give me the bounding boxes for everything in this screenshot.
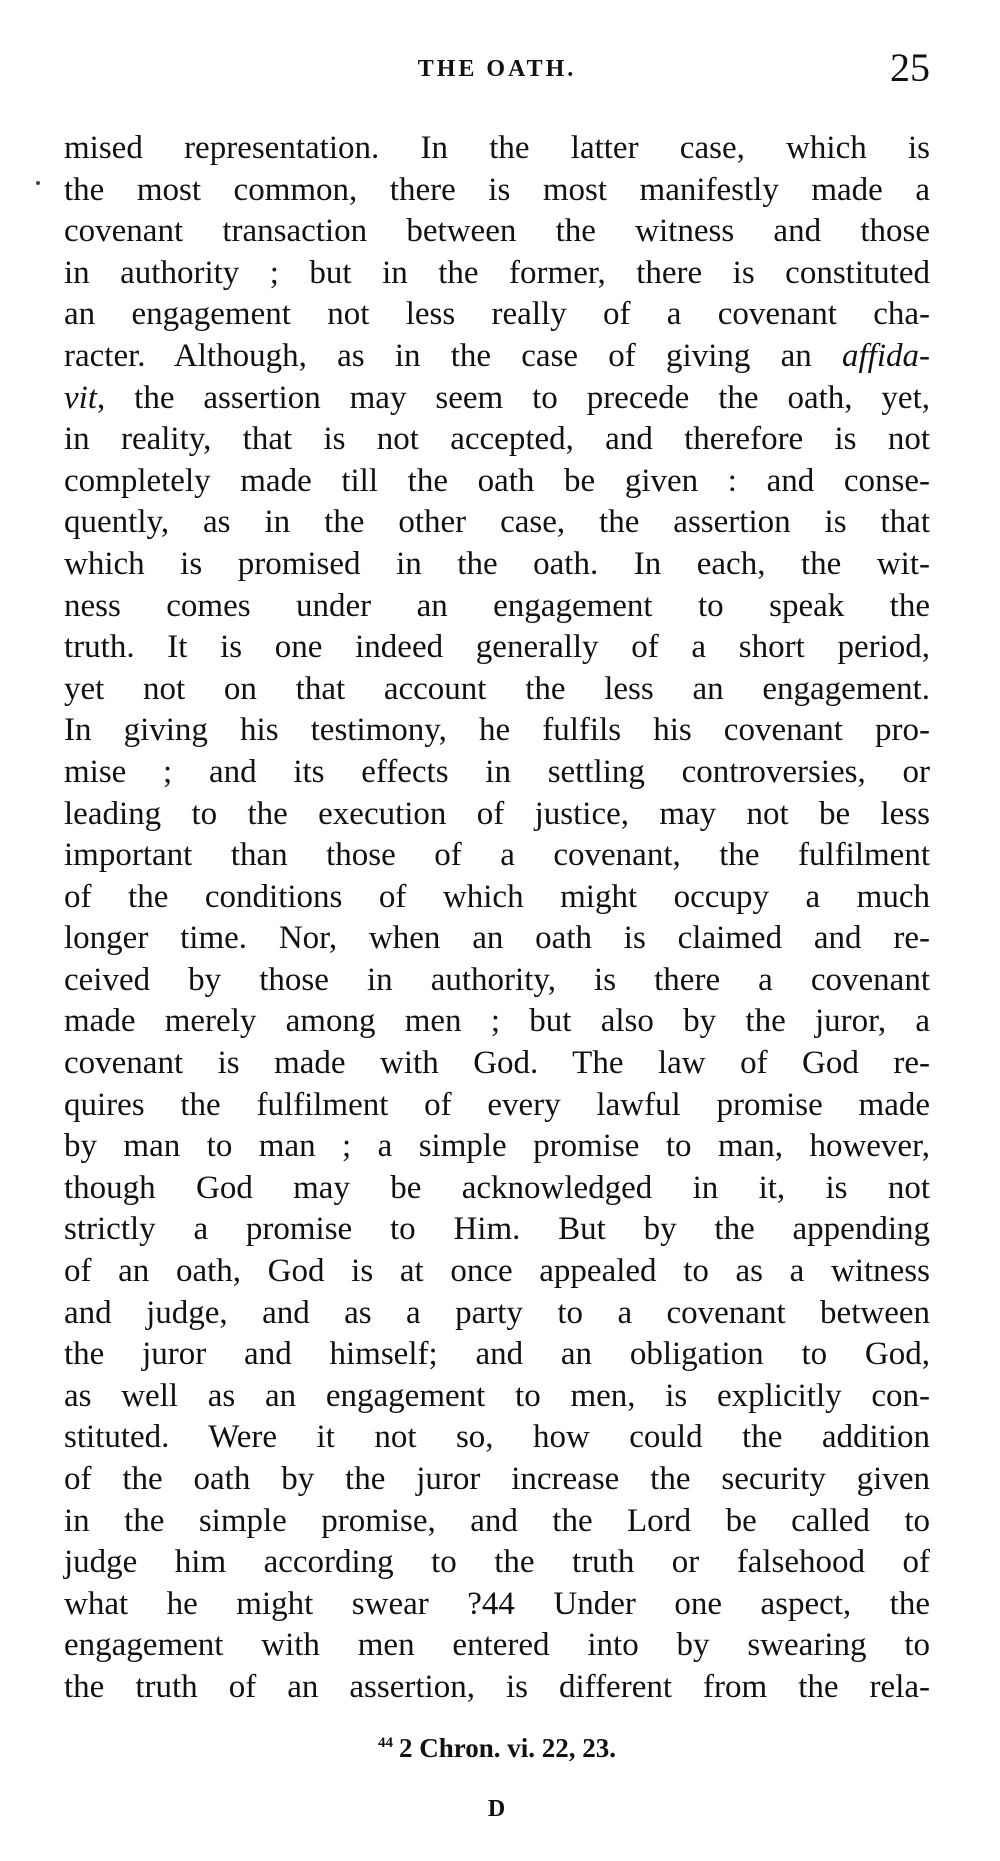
text-line: of the oath by the juror increase the security given <box>64 1461 930 1497</box>
footnote-citation: 2 Chron. vi. 22, 23. <box>398 1733 617 1763</box>
text-line: engagement with men entered into by swearing to <box>64 1627 930 1664</box>
body-text <box>64 128 930 1709</box>
text-line: by man to man ; a simple promise to man, however, <box>64 1128 930 1165</box>
text-line: covenant is made with God. The law of God re- <box>64 1045 930 1082</box>
text-line: which is promised in the oath. In each, the wit- <box>64 545 930 582</box>
text-line: the truth of an assertion, is different from the rela- <box>64 1668 930 1705</box>
text-line: racter. Although, as in the case of giving an affida- <box>64 337 930 374</box>
text-line: an engagement not less really of a covenant cha- <box>64 296 930 333</box>
text-line: In giving his testimony, he fulfils his covenant pro- <box>64 712 930 749</box>
text-line: leading to the execution of justice, may not be less <box>64 795 930 832</box>
text-line: the most common, there is most manifestly made a <box>64 171 930 208</box>
margin-ink-speck <box>36 181 40 185</box>
text-line: in the simple promise, and the Lord be called to <box>64 1502 930 1539</box>
text-line: ceived by those in authority, is there a covenant <box>64 961 930 998</box>
text-line: important than those of a covenant, the fulfilment <box>64 837 930 874</box>
page-number: 25 <box>890 45 930 90</box>
text-line: strictly a promise to Him. But by the appending <box>64 1211 930 1248</box>
running-title: THE OATH. <box>417 56 577 82</box>
text-line: yet not on that account the less an engagement. <box>64 670 930 707</box>
text-line: in reality, that is not accepted, and therefore is not <box>64 421 930 458</box>
text-line: covenant transaction between the witness and those <box>64 213 930 250</box>
footnote-marker: 44 <box>377 1735 393 1751</box>
text-line: ness comes under an engagement to speak the <box>64 587 930 624</box>
text-line: mise ; and its effects in settling controversies, or <box>64 753 930 790</box>
text-line: the juror and himself; and an obligation to God, <box>64 1336 930 1373</box>
text-line: of the conditions of which might occupy a much <box>64 878 930 915</box>
text-line: in authority ; but in the former, there is constituted <box>64 254 930 291</box>
running-header <box>64 44 930 104</box>
text-line: vit, the assertion may seem to precede the oath, yet, <box>64 379 930 416</box>
text-line: stituted. Were it not so, how could the addition <box>64 1419 930 1456</box>
text-line: judge him according to the truth or falsehood of <box>64 1544 930 1581</box>
text-line: though God may be acknowledged in it, is not <box>64 1169 930 1206</box>
text-line: as well as an engagement to men, is explicitly con- <box>64 1377 930 1414</box>
signature-mark: D <box>487 1796 507 1822</box>
text-line: and judge, and as a party to a covenant between <box>64 1294 930 1331</box>
text-line: quires the fulfilment of every lawful promise made <box>64 1086 930 1123</box>
text-line: what he might swear ?44 Under one aspect, the <box>64 1585 930 1622</box>
italic-word: affida- <box>842 337 930 374</box>
text-line: longer time. Nor, when an oath is claimed and re- <box>64 920 930 957</box>
text-line: truth. It is one indeed generally of a short period, <box>64 629 930 666</box>
footnote <box>64 1733 930 1764</box>
text-line: made merely among men ; but also by the juror, a <box>64 1003 930 1040</box>
text-line: quently, as in the other case, the assertion is that <box>64 504 930 541</box>
italic-word: vit <box>64 379 97 416</box>
text-line: completely made till the oath be given : and conse- <box>64 462 930 499</box>
text-line: of an oath, God is at once appealed to as a witness <box>64 1253 930 1290</box>
text-line: mised representation. In the latter case, which is <box>64 130 930 166</box>
